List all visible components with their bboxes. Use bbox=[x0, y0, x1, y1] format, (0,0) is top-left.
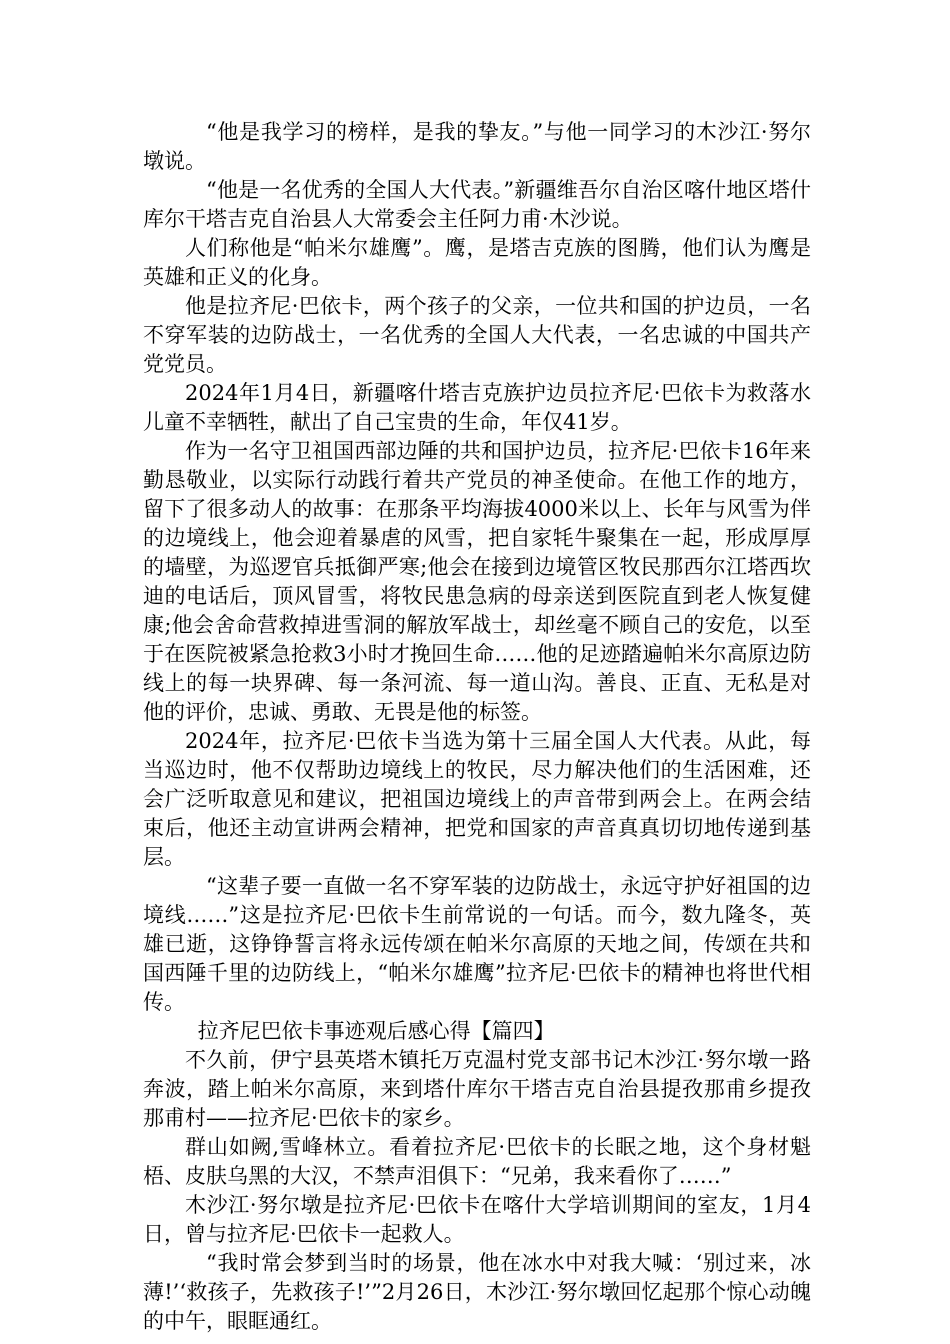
paragraph: “这辈子要一直做一名不穿军装的边防战士，永远守护好祖国的边境线……”这是拉齐尼·巴依卡生前常说的一句话。而今，数九隆冬，英雄已逝，这铮铮誓言将永远传颂在帕米尔高原的天地之间，传颂在共和国西陲千里的边防线上，“帕米尔雄鹰”拉齐尼·巴依卡的精神也将世代相传。 bbox=[143, 874, 811, 1014]
paragraph: 他是拉齐尼·巴依卡，两个孩子的父亲，一位共和国的护边员，一名不穿军装的边防战士，一名优秀的全国人大代表，一名忠诚的中国共产党党员。 bbox=[143, 294, 811, 376]
paragraph: 作为一名守卫祖国西部边陲的共和国护边员，拉齐尼·巴依卡16年来勤恳敬业，以实际行动践行着共产党员的神圣使命。在他工作的地方，留下了很多动人的故事：在那条平均海拔4000米以上、长年与风雪为伴的边境线上，他会迎着暴虐的风雪，把自家牦牛聚集在一起，形成厚厚的墙壁，为巡逻官兵抵御严寒;他会在接到边境管区牧民那西尔江塔西坎迪的电话后，顶风冒雪，将牧民患急病的母亲送到医院直到老人恢复健康;他会舍命营救掉进雪洞的解放军战士，却丝毫不顾自己的安危，以至于在医院被紧急抢救3小时才挽回生命……他的足迹踏遍帕米尔高原边防线上的每一块界碑、每一条河流、每一道山沟。善良、正直、无私是对他的评价，忠诚、勇敢、无畏是他的标签。 bbox=[143, 439, 811, 724]
paragraph: 人们称他是“帕米尔雄鹰”。鹰，是塔吉克族的图腾，他们认为鹰是英雄和正义的化身。 bbox=[143, 236, 811, 289]
section-heading: 拉齐尼巴依卡事迹观后感心得【篇四】 bbox=[197, 1019, 555, 1043]
paragraph: 木沙江·努尔墩是拉齐尼·巴依卡在喀什大学培训期间的室友，1月4日，曾与拉齐尼·巴依卡一起救人。 bbox=[143, 1193, 811, 1246]
paragraph: “我时常会梦到当时的场景，他在冰水中对我大喊：‘别过来，冰薄!’‘救孩子，先救孩子!’”2月26日，木沙江·努尔墩回忆起那个惊心动魄的中午，眼眶通红。 bbox=[143, 1251, 811, 1333]
paragraph: 2024年，拉齐尼·巴依卡当选为第十三届全国人大代表。从此，每当巡边时，他不仅帮助边境线上的牧民，尽力解决他们的生活困难，还会广泛听取意见和建议，把祖国边境线上的声音带到两会上。在两会结束后，他还主动宣讲两会精神，把党和国家的声音真真切切地传递到基层。 bbox=[143, 729, 811, 869]
paragraph: “他是我学习的榜样，是我的挚友。”与他一同学习的木沙江·努尔墩说。 bbox=[143, 120, 811, 173]
paragraph: 不久前，伊宁县英塔木镇托万克温村党支部书记木沙江·努尔墩一路奔波，踏上帕米尔高原，来到塔什库尔干塔吉克自治县提孜那甫乡提孜那甫村——拉齐尼·巴依卡的家乡。 bbox=[143, 1048, 811, 1130]
paragraph: “他是一名优秀的全国人大代表。”新疆维吾尔自治区喀什地区塔什库尔干塔吉克自治县人大常委会主任阿力甫·木沙说。 bbox=[143, 178, 811, 231]
document-body bbox=[143, 118, 811, 1336]
paragraph: 群山如阙,雪峰林立。看着拉齐尼·巴依卡的长眠之地，这个身材魁梧、皮肤乌黑的大汉，不禁声泪俱下：“兄弟，我来看你了……” bbox=[143, 1135, 811, 1188]
paragraph: 2024年1月4日，新疆喀什塔吉克族护边员拉齐尼·巴依卡为救落水儿童不幸牺牲，献出了自己宝贵的生命，年仅41岁。 bbox=[143, 381, 811, 434]
